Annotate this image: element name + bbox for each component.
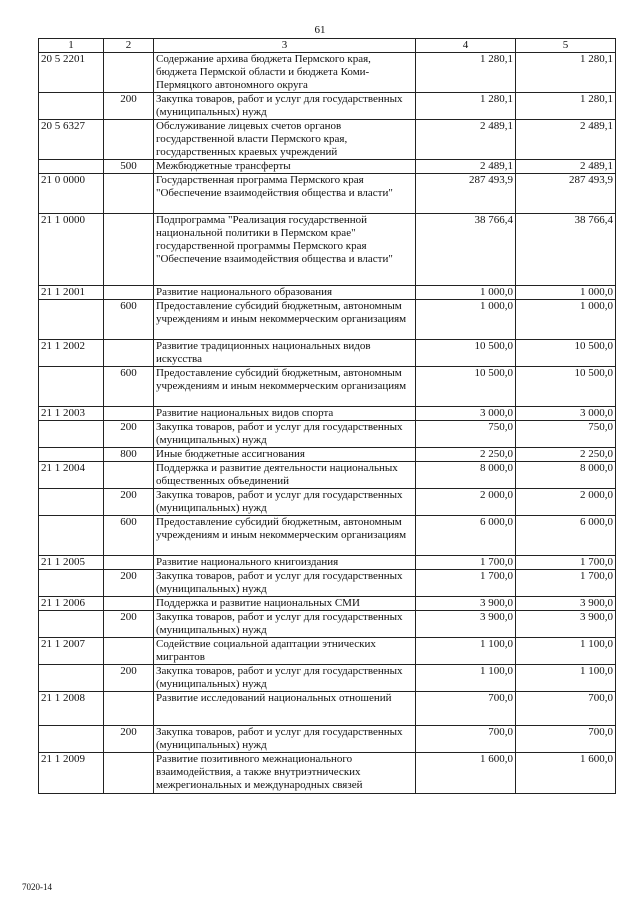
code-cell (39, 93, 104, 120)
expense-type-cell (104, 174, 154, 214)
name-cell: Развитие национального книгоиздания (154, 556, 416, 570)
amount-2016-cell: 2 250,0 (516, 448, 616, 462)
code-cell: 21 1 2004 (39, 462, 104, 489)
expense-type-cell: 200 (104, 570, 154, 597)
amount-2015-cell: 287 493,9 (416, 174, 516, 214)
amount-2016-cell: 3 900,0 (516, 611, 616, 638)
amount-2016-cell: 1 600,0 (516, 753, 616, 794)
name-cell: Поддержка и развитие национальных СМИ (154, 597, 416, 611)
table-row (39, 726, 616, 753)
table-row (39, 570, 616, 597)
amount-2016-cell: 1 280,1 (516, 93, 616, 120)
name-cell: Предоставление субсидий бюджетным, автономным учреждениям и иным некоммерческим организациям (154, 300, 416, 340)
amount-2015-cell: 3 900,0 (416, 611, 516, 638)
amount-2016-cell: 1 000,0 (516, 286, 616, 300)
code-cell (39, 611, 104, 638)
expense-type-cell: 500 (104, 160, 154, 174)
code-cell: 21 1 2005 (39, 556, 104, 570)
expense-type-cell: 200 (104, 421, 154, 448)
code-cell: 21 0 0000 (39, 174, 104, 214)
amount-2015-cell: 1 700,0 (416, 570, 516, 597)
amount-2016-cell: 10 500,0 (516, 367, 616, 407)
code-cell: 21 1 2001 (39, 286, 104, 300)
table-row (39, 665, 616, 692)
code-cell (39, 726, 104, 753)
name-cell: Закупка товаров, работ и услуг для государственных (муниципальных) нужд (154, 489, 416, 516)
expense-type-cell: 200 (104, 726, 154, 753)
name-cell: Предоставление субсидий бюджетным, автономным учреждениям и иным некоммерческим организациям (154, 367, 416, 407)
amount-2015-cell: 1 100,0 (416, 638, 516, 665)
expense-type-cell (104, 638, 154, 665)
amount-2015-cell: 3 900,0 (416, 597, 516, 611)
amount-2015-cell: 700,0 (416, 726, 516, 753)
code-cell: 20 5 2201 (39, 53, 104, 93)
name-cell: Государственная программа Пермского края "Обеспечение взаимодействия общества и власти" (154, 174, 416, 214)
code-cell (39, 570, 104, 597)
amount-2016-cell: 6 000,0 (516, 516, 616, 556)
code-cell (39, 367, 104, 407)
col-header-4: 4 (416, 39, 516, 53)
amount-2015-cell: 1 280,1 (416, 93, 516, 120)
name-cell: Развитие национальных видов спорта (154, 407, 416, 421)
name-cell: Закупка товаров, работ и услуг для государственных (муниципальных) нужд (154, 570, 416, 597)
code-cell (39, 160, 104, 174)
table-row (39, 448, 616, 462)
name-cell: Развитие традиционных национальных видов искусства (154, 340, 416, 367)
amount-2016-cell: 287 493,9 (516, 174, 616, 214)
amount-2016-cell: 8 000,0 (516, 462, 616, 489)
name-cell: Содействие социальной адаптации этнических мигрантов (154, 638, 416, 665)
amount-2016-cell: 700,0 (516, 726, 616, 753)
name-cell: Закупка товаров, работ и услуг для государственных (муниципальных) нужд (154, 726, 416, 753)
amount-2016-cell: 750,0 (516, 421, 616, 448)
amount-2015-cell: 3 000,0 (416, 407, 516, 421)
table-row (39, 556, 616, 570)
amount-2015-cell: 700,0 (416, 692, 516, 726)
name-cell: Развитие исследований национальных отношений (154, 692, 416, 726)
amount-2015-cell: 2 000,0 (416, 489, 516, 516)
amount-2015-cell: 2 489,1 (416, 160, 516, 174)
name-cell: Подпрограмма "Реализация государственной национальной политики в Пермском крае" государственной программы Пермского края "Обеспечение взаимодействия общества и власти" (154, 214, 416, 286)
code-cell: 21 1 2006 (39, 597, 104, 611)
table-row (39, 120, 616, 160)
amount-2015-cell: 2 250,0 (416, 448, 516, 462)
expense-type-cell (104, 692, 154, 726)
code-cell (39, 421, 104, 448)
name-cell: Предоставление субсидий бюджетным, автономным учреждениям и иным некоммерческим организациям (154, 516, 416, 556)
amount-2016-cell: 1 700,0 (516, 570, 616, 597)
amount-2015-cell: 38 766,4 (416, 214, 516, 286)
expense-type-cell: 200 (104, 665, 154, 692)
expense-type-cell: 600 (104, 300, 154, 340)
expense-type-cell (104, 753, 154, 794)
amount-2015-cell: 1 600,0 (416, 753, 516, 794)
expense-type-cell: 200 (104, 611, 154, 638)
amount-2016-cell: 2 489,1 (516, 120, 616, 160)
amount-2015-cell: 6 000,0 (416, 516, 516, 556)
code-cell (39, 300, 104, 340)
code-cell (39, 448, 104, 462)
name-cell: Закупка товаров, работ и услуг для государственных (муниципальных) нужд (154, 421, 416, 448)
table-row (39, 286, 616, 300)
code-cell: 21 1 2008 (39, 692, 104, 726)
table-row (39, 214, 616, 286)
table-row (39, 753, 616, 794)
name-cell: Развитие национального образования (154, 286, 416, 300)
table-row (39, 300, 616, 340)
table-row (39, 489, 616, 516)
amount-2015-cell: 10 500,0 (416, 367, 516, 407)
expense-type-cell (104, 340, 154, 367)
code-cell: 21 1 0000 (39, 214, 104, 286)
amount-2015-cell: 2 489,1 (416, 120, 516, 160)
amount-2016-cell: 2 000,0 (516, 489, 616, 516)
expense-type-cell (104, 214, 154, 286)
table-row (39, 53, 616, 93)
name-cell: Закупка товаров, работ и услуг для государственных (муниципальных) нужд (154, 611, 416, 638)
footer-code: 7020-14 (22, 882, 52, 892)
code-cell: 21 1 2003 (39, 407, 104, 421)
page-number: 61 (314, 24, 326, 36)
amount-2015-cell: 1 000,0 (416, 286, 516, 300)
amount-2016-cell: 1 100,0 (516, 638, 616, 665)
expense-type-cell (104, 286, 154, 300)
amount-2015-cell: 1 000,0 (416, 300, 516, 340)
amount-2016-cell: 3 900,0 (516, 597, 616, 611)
table-row (39, 597, 616, 611)
name-cell: Закупка товаров, работ и услуг для государственных (муниципальных) нужд (154, 665, 416, 692)
name-cell: Закупка товаров, работ и услуг для государственных (муниципальных) нужд (154, 93, 416, 120)
amount-2016-cell: 2 489,1 (516, 160, 616, 174)
table-row (39, 638, 616, 665)
amount-2015-cell: 10 500,0 (416, 340, 516, 367)
amount-2016-cell: 1 280,1 (516, 53, 616, 93)
expense-type-cell (104, 597, 154, 611)
budget-table (38, 38, 616, 794)
amount-2016-cell: 10 500,0 (516, 340, 616, 367)
expense-type-cell: 200 (104, 489, 154, 516)
code-cell (39, 489, 104, 516)
table-row (39, 340, 616, 367)
col-header-2: 2 (104, 39, 154, 53)
expense-type-cell (104, 556, 154, 570)
amount-2016-cell: 1 700,0 (516, 556, 616, 570)
table-row (39, 93, 616, 120)
code-cell: 20 5 6327 (39, 120, 104, 160)
table-row (39, 367, 616, 407)
table-row (39, 421, 616, 448)
name-cell: Содержание архива бюджета Пермского края, бюджета Пермской области и бюджета Коми-Пермяцкого автономного округа (154, 53, 416, 93)
amount-2015-cell: 1 280,1 (416, 53, 516, 93)
expense-type-cell: 800 (104, 448, 154, 462)
name-cell: Обслуживание лицевых счетов органов государственной власти Пермского края, государственных краевых учреждений (154, 120, 416, 160)
header-row (39, 39, 616, 53)
expense-type-cell (104, 53, 154, 93)
expense-type-cell: 600 (104, 367, 154, 407)
expense-type-cell (104, 407, 154, 421)
expense-type-cell: 600 (104, 516, 154, 556)
amount-2016-cell: 3 000,0 (516, 407, 616, 421)
table-row (39, 462, 616, 489)
amount-2016-cell: 1 100,0 (516, 665, 616, 692)
table-row (39, 174, 616, 214)
amount-2015-cell: 1 100,0 (416, 665, 516, 692)
table-row (39, 611, 616, 638)
expense-type-cell (104, 120, 154, 160)
amount-2016-cell: 700,0 (516, 692, 616, 726)
name-cell: Межбюджетные трансферты (154, 160, 416, 174)
amount-2015-cell: 750,0 (416, 421, 516, 448)
amount-2016-cell: 38 766,4 (516, 214, 616, 286)
code-cell (39, 516, 104, 556)
name-cell: Иные бюджетные ассигнования (154, 448, 416, 462)
amount-2016-cell: 1 000,0 (516, 300, 616, 340)
name-cell: Поддержка и развитие деятельности национальных общественных объединений (154, 462, 416, 489)
name-cell: Развитие позитивного межнационального взаимодействия, а также внутриэтнических межрегиональных и международных связей (154, 753, 416, 794)
amount-2015-cell: 1 700,0 (416, 556, 516, 570)
expense-type-cell: 200 (104, 93, 154, 120)
amount-2015-cell: 8 000,0 (416, 462, 516, 489)
code-cell: 21 1 2007 (39, 638, 104, 665)
col-header-5: 5 (516, 39, 616, 53)
col-header-3: 3 (154, 39, 416, 53)
code-cell: 21 1 2009 (39, 753, 104, 794)
code-cell (39, 665, 104, 692)
col-header-1: 1 (39, 39, 104, 53)
code-cell: 21 1 2002 (39, 340, 104, 367)
table-row (39, 160, 616, 174)
table-row (39, 692, 616, 726)
expense-type-cell (104, 462, 154, 489)
table-row (39, 516, 616, 556)
table-row (39, 407, 616, 421)
